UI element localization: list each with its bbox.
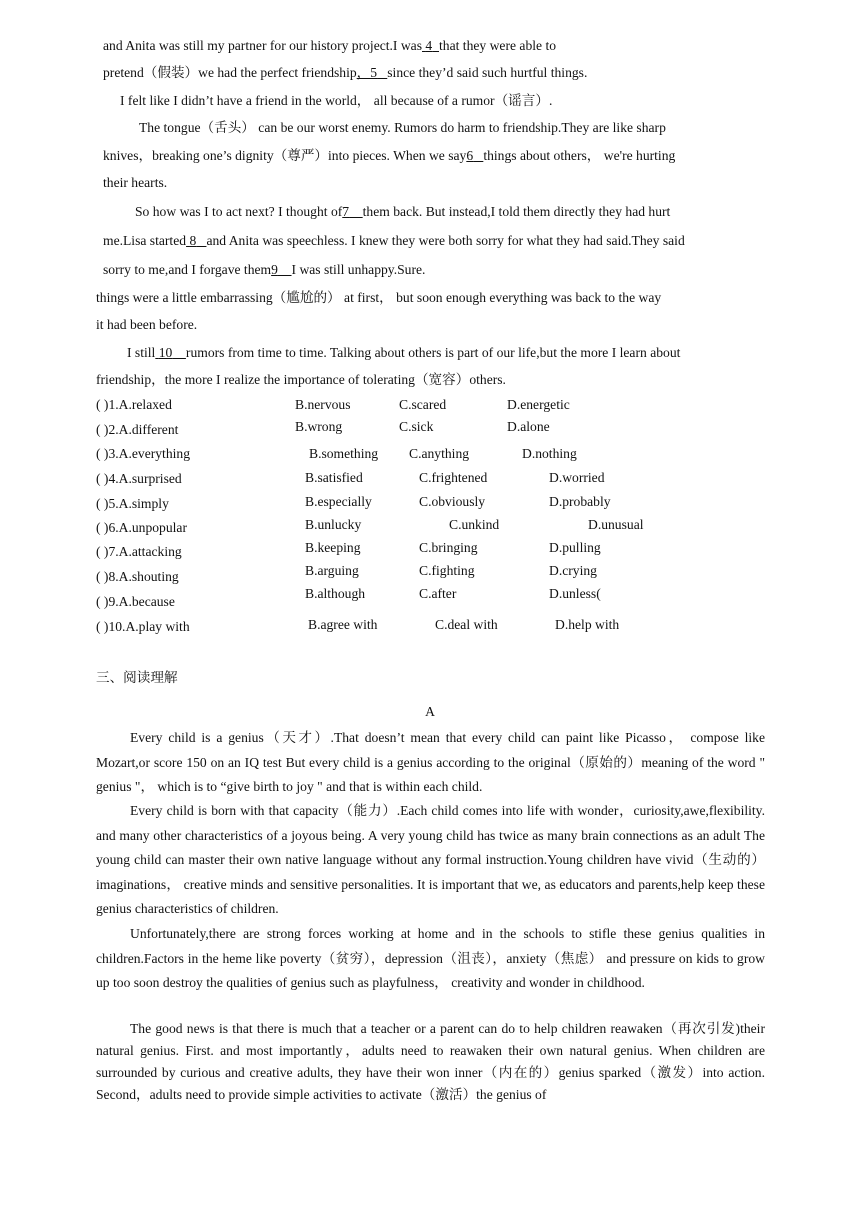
option-b: B.satisfied: [305, 470, 363, 485]
option-c: C.unkind: [449, 517, 500, 532]
cloze-line-6: their hearts.: [103, 175, 168, 190]
blank-7: 7: [342, 204, 350, 219]
question-row: [96, 540, 776, 561]
cloze-line-5: [103, 147, 675, 165]
cloze-line-4: The tongue（舌头） can be our worst enemy. Rumors do harm to friendship.They are like sharp: [139, 120, 666, 135]
option-c: C.obviously: [419, 494, 486, 509]
option-b: B.unlucky: [305, 517, 362, 532]
question-number: ( )9.A.because: [96, 594, 175, 609]
option-d: D.nothing: [522, 446, 577, 461]
text: I still: [127, 345, 156, 360]
question-row: [96, 563, 776, 586]
option-c: C.after: [419, 586, 457, 601]
question-number: ( )6.A.unpopular: [96, 520, 187, 535]
blank-6: 6: [466, 148, 474, 163]
question-row: [96, 519, 776, 537]
cloze-line-13: friendship，the more I realize the importance of tolerating（宽容）others.: [96, 372, 506, 387]
option-c: C.sick: [399, 419, 434, 434]
passage-paragraph: Unfortunately,there are strong forces working at home and in the schools to stifle these genius qualities in children.Factors in the heme like poverty（贫穷），depression（沮丧），anxiety（焦虑） and pressure on kids to grow up too soon destroy the qualities of genius such as playfulness， creativity and wonder in childhood.: [96, 926, 765, 990]
option-d: D.alone: [507, 419, 550, 434]
text: and Anita was still my partner for our history project.I was: [103, 38, 423, 53]
question-number: ( )3.A.everything: [96, 446, 190, 461]
option-c: C.fighting: [419, 563, 475, 578]
text: since they’d said such hurtful things.: [387, 65, 588, 80]
question-number: ( )10.A.play with: [96, 619, 190, 634]
text: that they were able to: [439, 38, 557, 53]
question-number: ( )2.A.different: [96, 422, 179, 437]
blank-5: ，5: [356, 65, 378, 80]
passage-paragraph: Every child is a genius（天才）.That doesn’t mean that every child can paint like Picasso， compose like Mozart,or score 150 on an IQ test But every child is a genius according to the original（原始的）meaning of the word " genius "， which is to “give birth to joy " and that is within each child.: [96, 730, 765, 794]
option-d: D.crying: [549, 563, 597, 578]
blank-4: 4: [425, 38, 433, 53]
text: me.Lisa started: [103, 233, 187, 248]
blank-8: 8: [189, 233, 197, 248]
cloze-line-1: [103, 37, 556, 55]
option-b: B.nervous: [295, 397, 351, 412]
option-d: D.worried: [549, 470, 605, 485]
question-number: ( )7.A.attacking: [96, 544, 182, 559]
passage-paragraph: Every child is born with that capacity（能力）.Each child comes into life with wonder，curiosity,awe,flexibility. and many other characteristics of a joyous being. A very young child has twice as many brain connections as an adult The young child can master their own native language without any formal instruction.Young children have vivid（生动的）imaginations， creative minds and sensitive personalities. It is important that we, as educators and parents,help keep these genius characteristics of children.: [96, 803, 765, 916]
option-d: D.probably: [549, 494, 611, 509]
question-number: ( )8.A.shouting: [96, 569, 179, 584]
question-row: [96, 421, 776, 439]
option-c: C.deal with: [435, 617, 498, 632]
question-row: [96, 396, 776, 414]
cloze-line-12: [127, 344, 680, 362]
text: I was still unhappy.Sure.: [291, 262, 426, 277]
option-d: D.pulling: [549, 540, 601, 555]
text: knives，breaking one’s dignity（尊严）into pieces. When we say: [103, 148, 467, 163]
option-d: D.energetic: [507, 397, 570, 412]
option-b: B.something: [309, 446, 379, 461]
option-b: B.although: [305, 586, 366, 601]
option-d: D.unless(: [549, 586, 601, 601]
blank-10: 10: [158, 345, 173, 360]
cloze-line-3: I felt like I didn’t have a friend in the world， all because of a rumor（谣言）.: [120, 93, 553, 108]
option-c: C.bringing: [419, 540, 478, 555]
cloze-line-2: [103, 64, 587, 82]
passage-label: A: [425, 704, 435, 719]
cloze-line-9: [103, 261, 425, 279]
cloze-line-7: [135, 203, 670, 221]
option-c: C.scared: [399, 397, 447, 412]
question-row: [96, 586, 776, 611]
question-number: ( )5.A.simply: [96, 496, 169, 511]
passage-paragraph: The good news is that there is much that a teacher or a parent can do to help children reawaken（再次引发)their natural genius. First. and most importantly，adults need to reawaken their own natural genius. When children are surrounded by curious and creative adults, they have their won inner（内在的）genius sparked（激发）into action. Second，adults need to provide simple activities to activate（激活）the genius of: [96, 1021, 765, 1102]
option-b: B.keeping: [305, 540, 361, 555]
option-b: B.agree with: [308, 617, 378, 632]
blank-9: 9: [271, 262, 278, 277]
text: things about others， we're hurting: [483, 148, 676, 163]
text: and Anita was speechless. I knew they were both sorry for what they had said.They said: [206, 233, 685, 248]
section-heading: 三、阅读理解: [96, 670, 178, 685]
option-c: C.frightened: [419, 470, 488, 485]
option-b: B.especially: [305, 494, 372, 509]
text: rumors from time to time. Talking about others is part of our life,but the more I learn about: [185, 345, 681, 360]
text: sorry to me,and I forgave them: [103, 262, 272, 277]
option-b: B.arguing: [305, 563, 359, 578]
option-c: C.anything: [409, 446, 470, 461]
question-row: [96, 495, 776, 513]
cloze-line-10: things were a little embarrassing（尴尬的） at first， but soon enough everything was back to the way: [96, 290, 662, 305]
text: them back. But instead,I told them directly they had hurt: [362, 204, 671, 219]
question-number: ( )4.A.surprised: [96, 471, 182, 486]
option-b: B.wrong: [295, 419, 343, 434]
cloze-line-8: [103, 232, 685, 250]
question-row: [96, 618, 776, 636]
text: So how was I to act next? I thought of: [135, 204, 343, 219]
option-d: D.help with: [555, 617, 620, 632]
question-row: [96, 470, 776, 488]
question-row: [96, 445, 776, 463]
cloze-line-11: it had been before.: [96, 317, 198, 332]
text: pretend（假装）we had the perfect friendship: [103, 65, 357, 80]
question-number: ( )1.A.relaxed: [96, 397, 172, 412]
option-d: D.unusual: [588, 517, 644, 532]
